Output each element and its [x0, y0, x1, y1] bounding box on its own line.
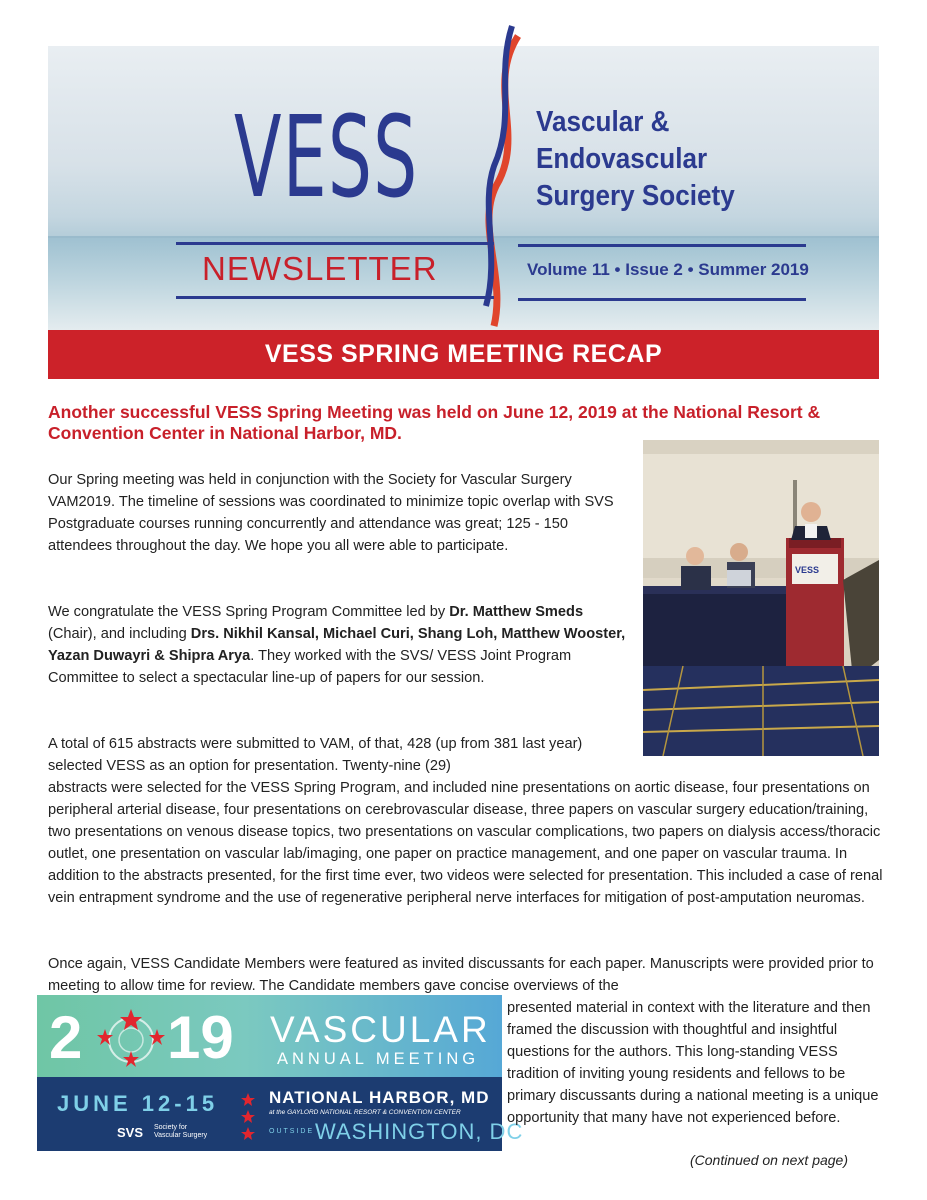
issue-rule-top [518, 244, 806, 247]
society-line-3: Surgery Society [536, 180, 735, 212]
starburst-zero-icon [95, 1007, 167, 1073]
vam-vascular-word: VASCULAR [270, 1009, 491, 1050]
paragraph-meeting-overview: Our Spring meeting was held in conjunction with the Society for Vascular Surgery VAM2019. The timeline of sessions was coordinated to minimize topic overlap with SVS Postgraduate courses running concurrently and attendance was great; 125 - 150 attendees throughout the day. We hope you all were able to participate. [48, 472, 614, 554]
vam-location: NATIONAL HARBOR, MD [269, 1088, 490, 1107]
paragraph-abstracts-start: A total of 615 abstracts were submitted to VAM, of that, 428 (up from 381 last year) selected VESS as an option for presentation. Twenty-nine (29) [48, 736, 583, 774]
paragraph-candidates-start: Once again, VESS Candidate Members were featured as invited discussants for each paper. Manuscripts were provided prior to meeting to allow time for review. The Candidate members gave concise overviews of the [48, 956, 874, 994]
committee-member-names: Drs. Nikhil Kansal, Michael Curi, Shang Loh, Matthew Wooster, Yazan Duwayri & Shipra Arya [48, 626, 626, 664]
vam-city: WASHINGTON, DC [315, 1119, 524, 1144]
svs-logo-text: SVS [117, 1125, 144, 1140]
vam-dates: JUNE 12-15 [57, 1091, 219, 1116]
committee-text-2: (Chair), and including [48, 626, 191, 642]
vam-2019-advertisement [37, 995, 524, 1151]
vam-year-digit: 2 [49, 1004, 83, 1071]
society-line-1: Vascular & [536, 106, 670, 138]
logo-rule-top [176, 242, 494, 245]
paragraph-candidates-continued: presented material in context with the literature and then framed the discussion with thoughtful and insightful questions for the authors. This long-standing VESS tradition of inviting young residents and fellows to be primary discussants during a national meeting is a unique opportunity that many have not experienced before. [507, 1000, 879, 1126]
podium-logo: VESS [795, 565, 820, 575]
vess-swoosh-logo [466, 6, 536, 336]
logo-rule-bottom [176, 296, 494, 299]
vess-logo-text: VESS [234, 93, 419, 223]
issue-line: Volume 11 • Issue 2 • Summer 2019 [527, 260, 809, 279]
continued-note: (Continued on next page) [690, 1152, 848, 1168]
masthead-banner [48, 46, 879, 330]
meeting-photo-illustration [643, 440, 879, 756]
stars-icon [241, 1093, 255, 1141]
section-title: VESS SPRING MEETING RECAP [264, 340, 663, 368]
svs-logo-subtext: Society for Vascular Surgery [154, 1124, 208, 1139]
newsletter-wordmark: NEWSLETTER [202, 250, 438, 287]
society-line-2: Endovascular [536, 143, 708, 175]
vam-venue: at the GAYLORD NATIONAL RESORT & CONVENTION CENTER [269, 1109, 461, 1116]
committee-text-3: . They worked with the SVS/ VESS Joint Program Committee to select a spectacular line-up of papers for our session. [48, 648, 572, 686]
paragraph-abstracts-continued: abstracts were selected for the VESS Spring Program, and included nine presentations on aortic disease, four presentations on peripheral arterial disease, four presentations on cerebrovascular disease, three papers on vascular surgery education/training, two presentations on venous disease topics, two presentations on vascular complications, two papers on dialysis access/thoracic outlet, one presentation on vascular lab/imaging, one paper on practice management, and one paper on vascular trauma. In addition to the abstracts presented, for the first time ever, two videos were selected for presentation. This included a case of renal vein entrapment syndrome and the use of regenerative peripheral nerve interfaces for mitigation of post-amputation neuromas. [48, 780, 883, 906]
vam-year-digits: 19 [167, 1004, 234, 1071]
committee-text-1: We congratulate the VESS Spring Program Committee led by [48, 604, 450, 620]
committee-chair-name: Dr. Matthew Smeds [449, 604, 584, 620]
paragraph-program-committee [48, 601, 633, 689]
issue-rule-bottom [518, 298, 806, 301]
section-title-bar [48, 330, 879, 379]
article-headline: Another successful VESS Spring Meeting was held on June 12, 2019 at the National Resort & Convention Center in National Harbor, MD. [48, 402, 821, 443]
sea-background [48, 238, 879, 330]
vam-annual-meeting: ANNUAL MEETING [277, 1050, 480, 1068]
meeting-photo [643, 440, 879, 756]
society-name [536, 104, 735, 215]
vam-outside-label: OUTSIDE [269, 1128, 315, 1135]
